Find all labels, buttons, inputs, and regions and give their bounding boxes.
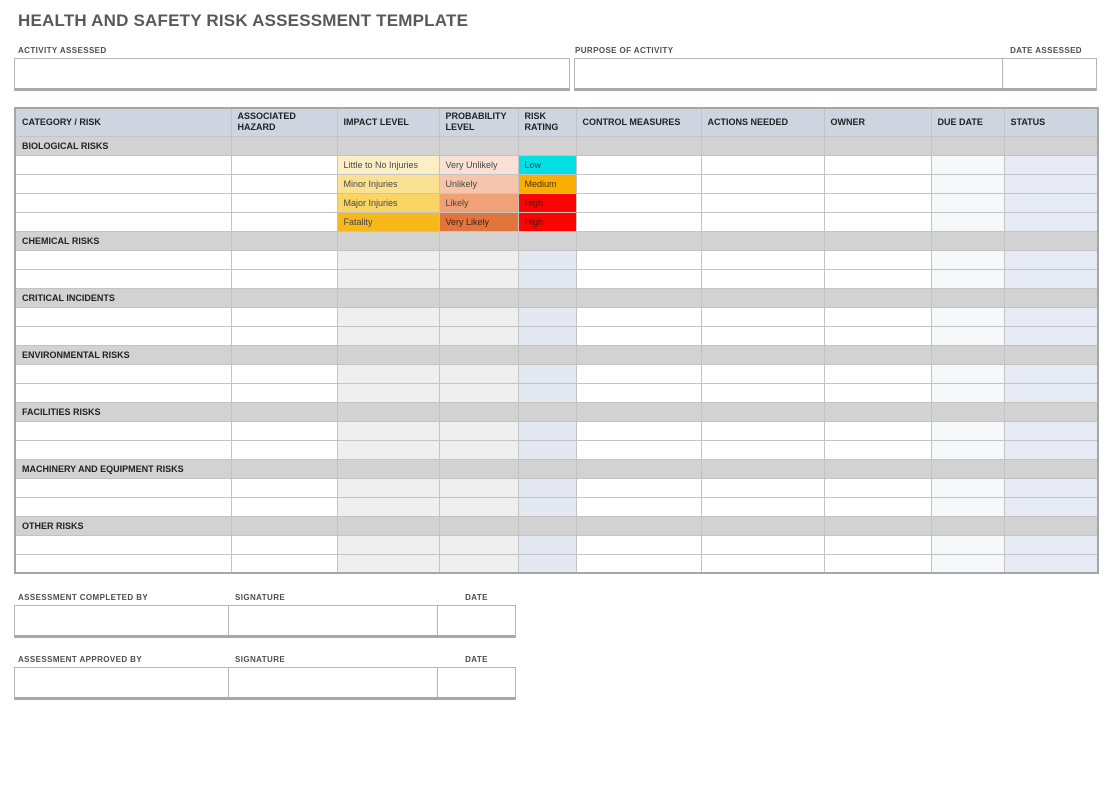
probability-cell[interactable]: Unlikely	[439, 174, 518, 193]
owner-cell[interactable]	[824, 326, 931, 345]
actions-cell[interactable]	[701, 326, 824, 345]
approved-by-date-input[interactable]	[438, 668, 515, 697]
table-row	[15, 535, 1098, 554]
impact-cell[interactable]	[337, 326, 439, 345]
table-row	[15, 212, 1098, 231]
section-row	[15, 459, 1098, 478]
header-fields	[14, 58, 1097, 91]
risk-cell[interactable]: Low	[518, 155, 576, 174]
table-row	[15, 307, 1098, 326]
owner-cell[interactable]	[824, 497, 931, 516]
due-cell[interactable]	[931, 269, 1004, 288]
status-cell[interactable]	[1004, 478, 1098, 497]
hazard-cell[interactable]	[231, 326, 337, 345]
risk-cell[interactable]	[518, 250, 576, 269]
column-header-actions: ACTIONS NEEDED	[701, 108, 824, 136]
section-row	[15, 288, 1098, 307]
page-title: HEALTH AND SAFETY RISK ASSESSMENT TEMPLATE	[18, 11, 469, 30]
impact-cell[interactable]	[337, 554, 439, 573]
control-cell[interactable]	[576, 250, 701, 269]
approved-signature-label: SIGNATURE	[235, 655, 286, 664]
completed-date-label: DATE	[465, 593, 488, 602]
column-header-owner: OWNER	[824, 108, 931, 136]
section-cell	[824, 345, 931, 364]
section-cell	[701, 231, 824, 250]
section-cell	[337, 231, 439, 250]
due-cell[interactable]	[931, 307, 1004, 326]
table-row	[15, 478, 1098, 497]
section-cell	[518, 288, 576, 307]
status-cell[interactable]	[1004, 212, 1098, 231]
hazard-cell[interactable]	[231, 250, 337, 269]
risk-cell[interactable]	[518, 364, 576, 383]
section-cell	[439, 516, 518, 535]
control-cell[interactable]	[576, 174, 701, 193]
owner-cell[interactable]	[824, 440, 931, 459]
section-cell	[231, 459, 337, 478]
probability-cell[interactable]	[439, 535, 518, 554]
owner-cell[interactable]	[824, 174, 931, 193]
approved-date-label: DATE	[465, 655, 488, 664]
due-cell[interactable]	[931, 364, 1004, 383]
section-cell	[1004, 231, 1098, 250]
control-cell[interactable]	[576, 155, 701, 174]
section-cell	[1004, 345, 1098, 364]
hazard-cell[interactable]	[231, 440, 337, 459]
table-row	[15, 383, 1098, 402]
probability-cell[interactable]	[439, 478, 518, 497]
section-cell	[931, 231, 1004, 250]
actions-cell[interactable]	[701, 478, 824, 497]
owner-cell[interactable]	[824, 193, 931, 212]
actions-cell[interactable]	[701, 174, 824, 193]
section-cell	[231, 231, 337, 250]
date-assessed-input[interactable]	[1003, 59, 1096, 88]
hazard-cell[interactable]	[231, 155, 337, 174]
section-cell	[337, 288, 439, 307]
section-cell	[518, 136, 576, 155]
status-cell[interactable]	[1004, 250, 1098, 269]
status-cell[interactable]	[1004, 269, 1098, 288]
section-cell	[576, 459, 701, 478]
section-cell	[576, 402, 701, 421]
status-cell[interactable]	[1004, 174, 1098, 193]
risk-cell[interactable]	[518, 497, 576, 516]
probability-cell[interactable]	[439, 421, 518, 440]
section-label: CHEMICAL RISKS	[15, 231, 231, 250]
column-header-probability: PROBABILITY LEVEL	[439, 108, 518, 136]
actions-cell[interactable]	[701, 250, 824, 269]
owner-cell[interactable]	[824, 307, 931, 326]
impact-cell[interactable]	[337, 250, 439, 269]
status-cell[interactable]	[1004, 155, 1098, 174]
control-cell[interactable]	[576, 193, 701, 212]
column-header-category: CATEGORY / RISK	[15, 108, 231, 136]
hazard-cell[interactable]	[231, 307, 337, 326]
risk-cell[interactable]: Medium	[518, 174, 576, 193]
section-cell	[1004, 402, 1098, 421]
impact-cell[interactable]	[337, 440, 439, 459]
category-cell[interactable]	[15, 497, 231, 516]
category-cell[interactable]	[15, 364, 231, 383]
column-header-risk: RISK RATING	[518, 108, 576, 136]
section-cell	[231, 402, 337, 421]
status-cell[interactable]	[1004, 497, 1098, 516]
section-cell	[701, 288, 824, 307]
status-cell[interactable]	[1004, 383, 1098, 402]
owner-cell[interactable]	[824, 269, 931, 288]
category-cell[interactable]	[15, 269, 231, 288]
probability-cell[interactable]	[439, 497, 518, 516]
actions-cell[interactable]	[701, 193, 824, 212]
section-cell	[931, 516, 1004, 535]
actions-cell[interactable]	[701, 383, 824, 402]
section-label: FACILITIES RISKS	[15, 402, 231, 421]
table-row	[15, 440, 1098, 459]
risk-cell[interactable]	[518, 535, 576, 554]
section-row	[15, 136, 1098, 155]
due-cell[interactable]	[931, 212, 1004, 231]
table-row	[15, 421, 1098, 440]
owner-cell[interactable]	[824, 155, 931, 174]
control-cell[interactable]	[576, 535, 701, 554]
completed-signature-label: SIGNATURE	[235, 593, 286, 602]
control-cell[interactable]	[576, 307, 701, 326]
purpose-of-activity-input[interactable]	[575, 59, 1003, 88]
owner-cell[interactable]	[824, 421, 931, 440]
activity-assessed-input[interactable]	[14, 58, 570, 91]
owner-cell[interactable]	[824, 478, 931, 497]
owner-cell[interactable]	[824, 364, 931, 383]
completed-by-name-input[interactable]	[15, 606, 229, 635]
section-label: ENVIRONMENTAL RISKS	[15, 345, 231, 364]
section-cell	[931, 345, 1004, 364]
control-cell[interactable]	[576, 421, 701, 440]
section-cell	[337, 402, 439, 421]
section-cell	[931, 288, 1004, 307]
section-cell	[518, 345, 576, 364]
owner-cell[interactable]	[824, 212, 931, 231]
hazard-cell[interactable]	[231, 212, 337, 231]
hazard-cell[interactable]	[231, 478, 337, 497]
impact-cell[interactable]	[337, 307, 439, 326]
control-cell[interactable]	[576, 269, 701, 288]
hazard-cell[interactable]	[231, 364, 337, 383]
category-cell[interactable]	[15, 440, 231, 459]
control-cell[interactable]	[576, 383, 701, 402]
status-cell[interactable]	[1004, 440, 1098, 459]
control-cell[interactable]	[576, 440, 701, 459]
section-cell	[824, 516, 931, 535]
section-cell	[231, 516, 337, 535]
table-row	[15, 554, 1098, 573]
approved-by-labels	[14, 655, 1097, 665]
section-row	[15, 345, 1098, 364]
category-cell[interactable]	[15, 193, 231, 212]
completed-by-labels	[14, 593, 1097, 603]
due-cell[interactable]	[931, 440, 1004, 459]
section-cell	[824, 136, 931, 155]
section-cell	[701, 136, 824, 155]
section-label: BIOLOGICAL RISKS	[15, 136, 231, 155]
category-cell[interactable]	[15, 155, 231, 174]
section-cell	[576, 288, 701, 307]
section-cell	[576, 231, 701, 250]
section-cell	[439, 136, 518, 155]
impact-cell[interactable]: Little to No Injuries	[337, 155, 439, 174]
section-cell	[231, 345, 337, 364]
category-cell[interactable]	[15, 383, 231, 402]
owner-cell[interactable]	[824, 250, 931, 269]
control-cell[interactable]	[576, 212, 701, 231]
due-cell[interactable]	[931, 174, 1004, 193]
section-cell	[518, 516, 576, 535]
column-header-impact: IMPACT LEVEL	[337, 108, 439, 136]
category-cell[interactable]	[15, 326, 231, 345]
approved-by-fields	[14, 667, 516, 700]
risk-cell[interactable]	[518, 326, 576, 345]
hazard-cell[interactable]	[231, 193, 337, 212]
status-cell[interactable]	[1004, 307, 1098, 326]
impact-cell[interactable]	[337, 364, 439, 383]
probability-cell[interactable]: Likely	[439, 193, 518, 212]
due-cell[interactable]	[931, 155, 1004, 174]
hazard-cell[interactable]	[231, 174, 337, 193]
hazard-cell[interactable]	[231, 554, 337, 573]
actions-cell[interactable]	[701, 307, 824, 326]
status-cell[interactable]	[1004, 554, 1098, 573]
probability-cell[interactable]	[439, 554, 518, 573]
actions-cell[interactable]	[701, 497, 824, 516]
risk-cell[interactable]	[518, 269, 576, 288]
approved-by-signature-input[interactable]	[229, 668, 438, 697]
section-cell	[1004, 516, 1098, 535]
control-cell[interactable]	[576, 497, 701, 516]
table-row	[15, 174, 1098, 193]
probability-cell[interactable]	[439, 326, 518, 345]
control-cell[interactable]	[576, 554, 701, 573]
probability-cell[interactable]	[439, 269, 518, 288]
probability-cell[interactable]	[439, 250, 518, 269]
due-cell[interactable]	[931, 554, 1004, 573]
column-header-hazard: ASSOCIATED HAZARD	[231, 108, 337, 136]
section-cell	[824, 231, 931, 250]
category-cell[interactable]	[15, 174, 231, 193]
hazard-cell[interactable]	[231, 383, 337, 402]
activity-assessed-label: ACTIVITY ASSESSED	[18, 46, 107, 55]
risk-cell[interactable]: High	[518, 212, 576, 231]
owner-cell[interactable]	[824, 535, 931, 554]
hazard-cell[interactable]	[231, 421, 337, 440]
section-cell	[1004, 136, 1098, 155]
section-cell	[931, 459, 1004, 478]
category-cell[interactable]	[15, 250, 231, 269]
due-cell[interactable]	[931, 250, 1004, 269]
section-row	[15, 231, 1098, 250]
purpose-date-fieldgroup	[574, 58, 1097, 91]
hazard-cell[interactable]	[231, 535, 337, 554]
section-cell	[701, 516, 824, 535]
actions-cell[interactable]	[701, 440, 824, 459]
section-cell	[931, 136, 1004, 155]
section-cell	[701, 402, 824, 421]
impact-cell[interactable]	[337, 421, 439, 440]
assessment-completed-by-label: ASSESSMENT COMPLETED BY	[18, 593, 149, 602]
risk-cell[interactable]	[518, 383, 576, 402]
risk-cell[interactable]	[518, 440, 576, 459]
section-cell	[824, 402, 931, 421]
category-cell[interactable]	[15, 212, 231, 231]
section-cell	[439, 402, 518, 421]
section-cell	[439, 231, 518, 250]
date-assessed-label: DATE ASSESSED	[1010, 46, 1082, 55]
impact-cell[interactable]: Fatality	[337, 212, 439, 231]
category-cell[interactable]	[15, 554, 231, 573]
section-cell	[518, 231, 576, 250]
section-cell	[439, 288, 518, 307]
probability-cell[interactable]	[439, 364, 518, 383]
column-header-control: CONTROL MEASURES	[576, 108, 701, 136]
column-header-status: STATUS	[1004, 108, 1098, 136]
risk-table	[14, 107, 1099, 574]
probability-cell[interactable]	[439, 307, 518, 326]
actions-cell[interactable]	[701, 535, 824, 554]
impact-cell[interactable]	[337, 497, 439, 516]
impact-cell[interactable]	[337, 383, 439, 402]
table-row	[15, 364, 1098, 383]
header-field-labels	[14, 46, 1097, 56]
risk-cell[interactable]	[518, 421, 576, 440]
control-cell[interactable]	[576, 478, 701, 497]
probability-cell[interactable]: Very Unlikely	[439, 155, 518, 174]
section-cell	[518, 402, 576, 421]
section-cell	[231, 136, 337, 155]
category-cell[interactable]	[15, 535, 231, 554]
due-cell[interactable]	[931, 497, 1004, 516]
status-cell[interactable]	[1004, 535, 1098, 554]
section-cell	[701, 345, 824, 364]
category-cell[interactable]	[15, 478, 231, 497]
section-cell	[231, 288, 337, 307]
completed-by-date-input[interactable]	[438, 606, 515, 635]
section-cell	[576, 136, 701, 155]
table-row	[15, 250, 1098, 269]
risk-cell[interactable]	[518, 307, 576, 326]
section-row	[15, 402, 1098, 421]
impact-cell[interactable]	[337, 478, 439, 497]
section-cell	[518, 459, 576, 478]
section-cell	[439, 345, 518, 364]
completed-by-fields	[14, 605, 516, 638]
risk-cell[interactable]: High	[518, 193, 576, 212]
impact-cell[interactable]	[337, 535, 439, 554]
section-cell	[576, 345, 701, 364]
actions-cell[interactable]	[701, 269, 824, 288]
section-label: OTHER RISKS	[15, 516, 231, 535]
section-cell	[701, 459, 824, 478]
actions-cell[interactable]	[701, 421, 824, 440]
section-cell	[1004, 459, 1098, 478]
section-cell	[337, 516, 439, 535]
owner-cell[interactable]	[824, 383, 931, 402]
section-cell	[931, 402, 1004, 421]
section-cell	[1004, 288, 1098, 307]
table-row	[15, 497, 1098, 516]
assessment-approved-by-label: ASSESSMENT APPROVED BY	[18, 655, 143, 664]
due-cell[interactable]	[931, 478, 1004, 497]
probability-cell[interactable]	[439, 440, 518, 459]
section-label: MACHINERY AND EQUIPMENT RISKS	[15, 459, 231, 478]
due-cell[interactable]	[931, 535, 1004, 554]
actions-cell[interactable]	[701, 155, 824, 174]
category-cell[interactable]	[15, 307, 231, 326]
status-cell[interactable]	[1004, 364, 1098, 383]
status-cell[interactable]	[1004, 326, 1098, 345]
actions-cell[interactable]	[701, 554, 824, 573]
risk-cell[interactable]	[518, 478, 576, 497]
completed-by-signature-input[interactable]	[229, 606, 438, 635]
probability-cell[interactable]	[439, 383, 518, 402]
section-cell	[337, 345, 439, 364]
due-cell[interactable]	[931, 193, 1004, 212]
due-cell[interactable]	[931, 421, 1004, 440]
table-row	[15, 269, 1098, 288]
hazard-cell[interactable]	[231, 269, 337, 288]
section-label: CRITICAL INCIDENTS	[15, 288, 231, 307]
actions-cell[interactable]	[701, 364, 824, 383]
control-cell[interactable]	[576, 326, 701, 345]
impact-cell[interactable]: Major Injuries	[337, 193, 439, 212]
table-row	[15, 155, 1098, 174]
status-cell[interactable]	[1004, 421, 1098, 440]
table-row	[15, 326, 1098, 345]
table-row	[15, 193, 1098, 212]
due-cell[interactable]	[931, 383, 1004, 402]
section-cell	[824, 288, 931, 307]
risk-assessment-page	[14, 11, 1097, 700]
section-cell	[337, 459, 439, 478]
due-cell[interactable]	[931, 326, 1004, 345]
risk-cell[interactable]	[518, 554, 576, 573]
owner-cell[interactable]	[824, 554, 931, 573]
probability-cell[interactable]: Very Likely	[439, 212, 518, 231]
section-cell	[439, 459, 518, 478]
column-header-due: DUE DATE	[931, 108, 1004, 136]
section-cell	[824, 459, 931, 478]
category-cell[interactable]	[15, 421, 231, 440]
impact-cell[interactable]	[337, 269, 439, 288]
control-cell[interactable]	[576, 364, 701, 383]
section-cell	[576, 516, 701, 535]
section-cell	[337, 136, 439, 155]
approved-by-name-input[interactable]	[15, 668, 229, 697]
actions-cell[interactable]	[701, 212, 824, 231]
section-row	[15, 516, 1098, 535]
status-cell[interactable]	[1004, 193, 1098, 212]
impact-cell[interactable]: Minor Injuries	[337, 174, 439, 193]
hazard-cell[interactable]	[231, 497, 337, 516]
purpose-of-activity-label: PURPOSE OF ACTIVITY	[575, 46, 674, 55]
